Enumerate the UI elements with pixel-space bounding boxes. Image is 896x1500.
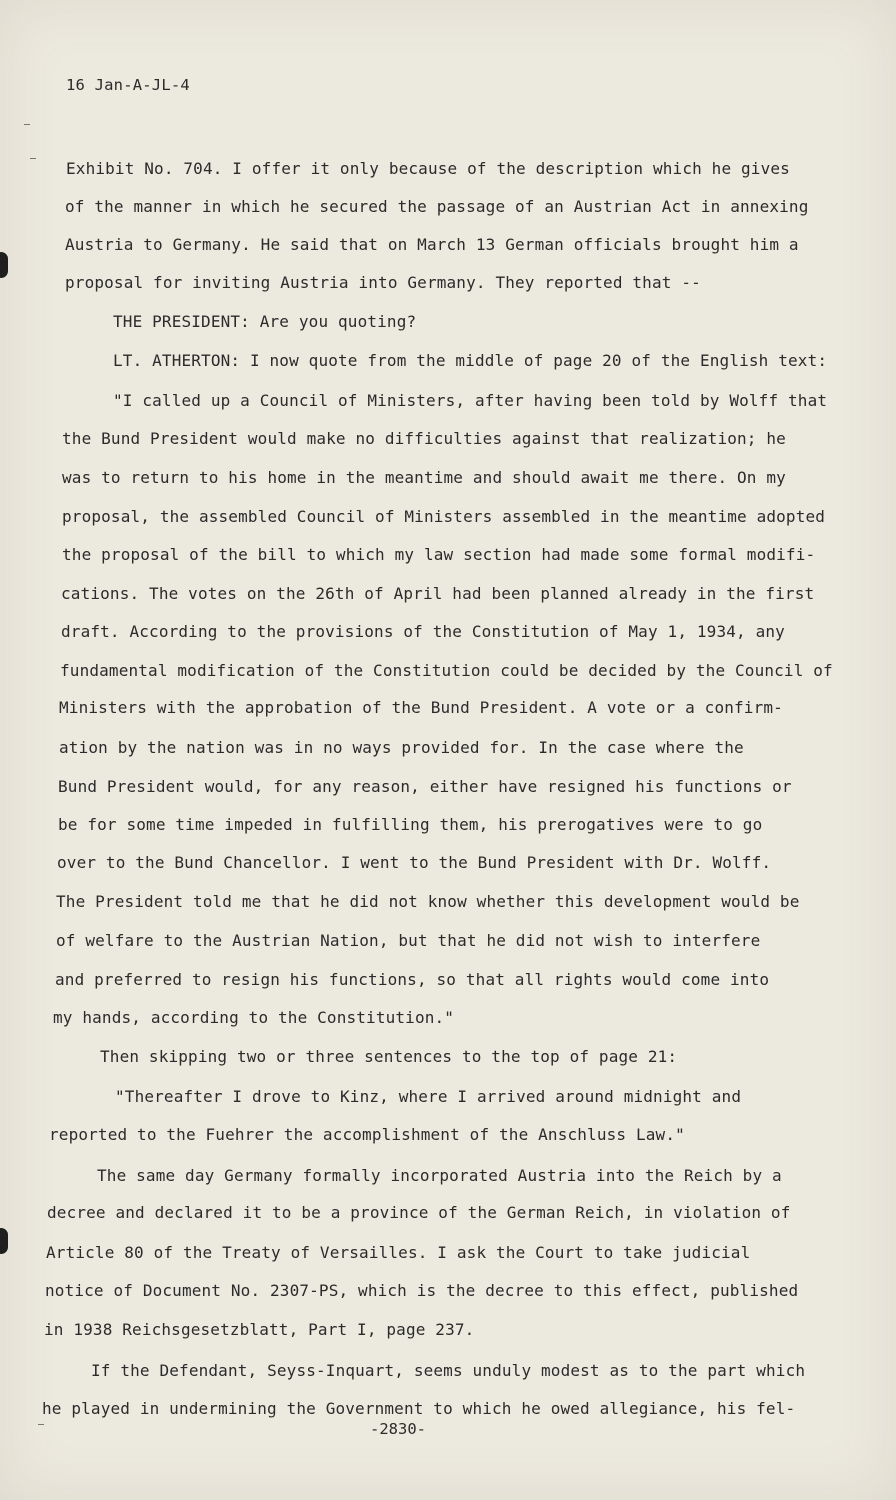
- binder-hole: [0, 1228, 8, 1254]
- text-line: proposal, the assembled Council of Ministers assembled in the meantime adopted: [62, 507, 826, 526]
- text-line: reported to the Fuehrer the accomplishment of the Anschluss Law.": [49, 1125, 685, 1144]
- text-line: and preferred to resign his functions, so that all rights would come into: [55, 970, 770, 989]
- text-line: Ministers with the approbation of the Bund President. A vote or a confirm-: [59, 698, 783, 717]
- text-line: the proposal of the bill to which my law section had made some formal modifi-: [62, 545, 816, 564]
- text-line: "I called up a Council of Ministers, after having been told by Wolff that: [113, 391, 828, 410]
- text-line: Exhibit No. 704. I offer it only because of the description which he gives: [66, 159, 790, 178]
- margin-mark: [38, 1424, 44, 1425]
- text-line: fundamental modification of the Constitution could be decided by the Council of: [60, 661, 833, 680]
- text-line: Article 80 of the Treaty of Versailles. I ask the Court to take judicial: [46, 1243, 751, 1262]
- page-number: -2830-: [370, 1420, 426, 1438]
- text-line: "Thereafter I drove to Kinz, where I arrived around midnight and: [115, 1087, 742, 1106]
- text-line: be for some time impeded in fulfilling them, his prerogatives were to go: [58, 815, 763, 834]
- text-line: over to the Bund Chancellor. I went to the Bund President with Dr. Wolff.: [57, 853, 772, 872]
- text-line: draft. According to the provisions of the Constitution of May 1, 1934, any: [61, 622, 785, 641]
- text-line: ation by the nation was in no ways provided for. In the case where the: [59, 738, 744, 757]
- text-line: Austria to Germany. He said that on March 13 German officials brought him a: [65, 235, 799, 254]
- text-line: proposal for inviting Austria into Germany. They reported that --: [65, 273, 701, 292]
- text-line: decree and declared it to be a province of the German Reich, in violation of: [47, 1203, 791, 1222]
- text-line: THE PRESIDENT: Are you quoting?: [113, 312, 417, 331]
- text-line: Bund President would, for any reason, either have resigned his functions or: [58, 777, 792, 796]
- text-line: of the manner in which he secured the passage of an Austrian Act in annexing: [65, 197, 809, 216]
- text-line: The same day Germany formally incorporated Austria into the Reich by a: [97, 1166, 782, 1185]
- document-reference: 16 Jan-A-JL-4: [66, 76, 190, 94]
- text-line: of welfare to the Austrian Nation, but that he did not wish to interfere: [56, 931, 761, 950]
- text-line: the Bund President would make no difficulties against that realization; he: [62, 429, 786, 448]
- text-line: he played in undermining the Government to which he owed allegiance, his fel-: [42, 1399, 796, 1418]
- binder-hole: [0, 252, 8, 278]
- margin-mark: [24, 124, 30, 125]
- text-line: Then skipping two or three sentences to the top of page 21:: [100, 1047, 678, 1066]
- text-line: in 1938 Reichsgesetzblatt, Part I, page 237.: [44, 1320, 475, 1339]
- margin-mark: [30, 158, 36, 159]
- text-line: The President told me that he did not know whether this development would be: [56, 892, 800, 911]
- text-line: was to return to his home in the meantime and should await me there. On my: [62, 468, 786, 487]
- text-line: LT. ATHERTON: I now quote from the middle of page 20 of the English text:: [113, 351, 828, 370]
- text-line: my hands, according to the Constitution.": [53, 1008, 455, 1027]
- text-line: If the Defendant, Seyss-Inquart, seems unduly modest as to the part which: [91, 1361, 806, 1380]
- text-line: notice of Document No. 2307-PS, which is the decree to this effect, published: [45, 1281, 799, 1300]
- text-line: cations. The votes on the 26th of April had been planned already in the first: [61, 584, 815, 603]
